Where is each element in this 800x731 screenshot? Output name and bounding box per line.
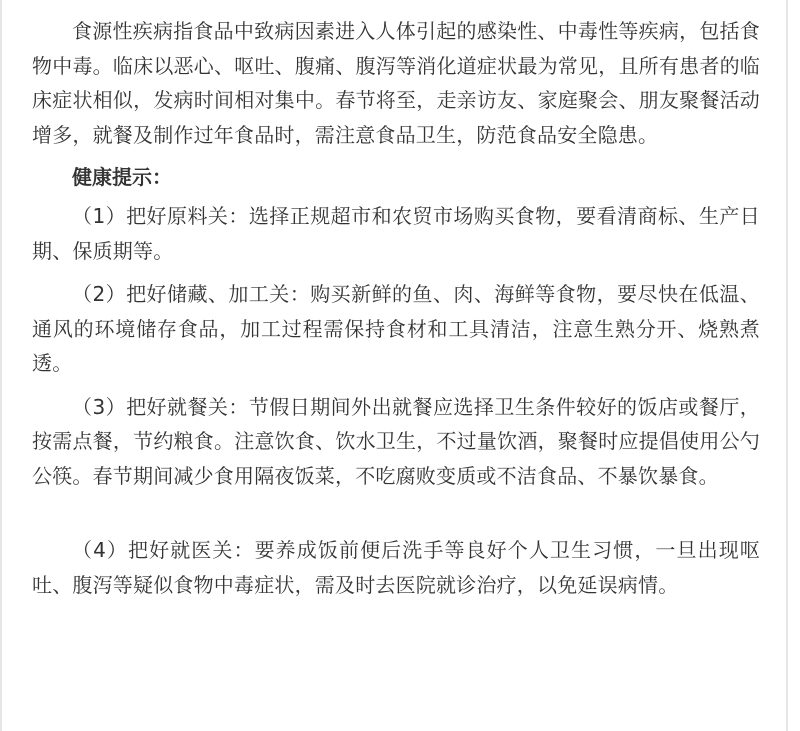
tip-storage-processing: （2）把好储藏、加工关：购买新鲜的鱼、肉、海鲜等食物，要尽快在低温、通风的环境储存食品，加工过程需保持食材和工具清洁，注意生熟分开、烧熟煮透。 [32,282,760,375]
tip-dining: （3）把好就餐关：节假日期间外出就餐应选择卫生条件较好的饭店或餐厅，按需点餐，节约粮食。注意饮食、饮水卫生，不过量饮酒，聚餐时应提倡使用公勺公筷。春节期间减少食用隔夜饭菜，不吃腐败变质或不洁食品、不暴饮暴食。 [32,394,760,488]
article-body [32,14,760,611]
health-tips-heading: 健康提示： [72,165,172,189]
intro-paragraph: 食源性疾病指食品中致病因素进入人体引起的感染性、中毒性等疾病，包括食物中毒。临床以恶心、呕吐、腹痛、腹泻等消化道症状最为常见，且所有患者的临床症状相似，发病时间相对集中。春节将至，走亲访友、家庭聚会、朋友聚餐活动增多，就餐及制作过年食品时，需注意食品卫生，防范食品安全隐患。 [32,19,760,147]
tip-medical: （4）把好就医关：要养成饭前便后洗手等良好个人卫生习惯，一旦出现呕吐、腹泻等疑似食物中毒症状，需及时去医院就诊治疗，以免延误病情。 [32,538,760,597]
tip-raw-materials: （1）把好原料关：选择正规超市和农贸市场购买食物，要看清商标、生产日期、保质期等。 [32,204,760,263]
right-border-line [786,0,788,731]
left-border-line [0,0,2,731]
